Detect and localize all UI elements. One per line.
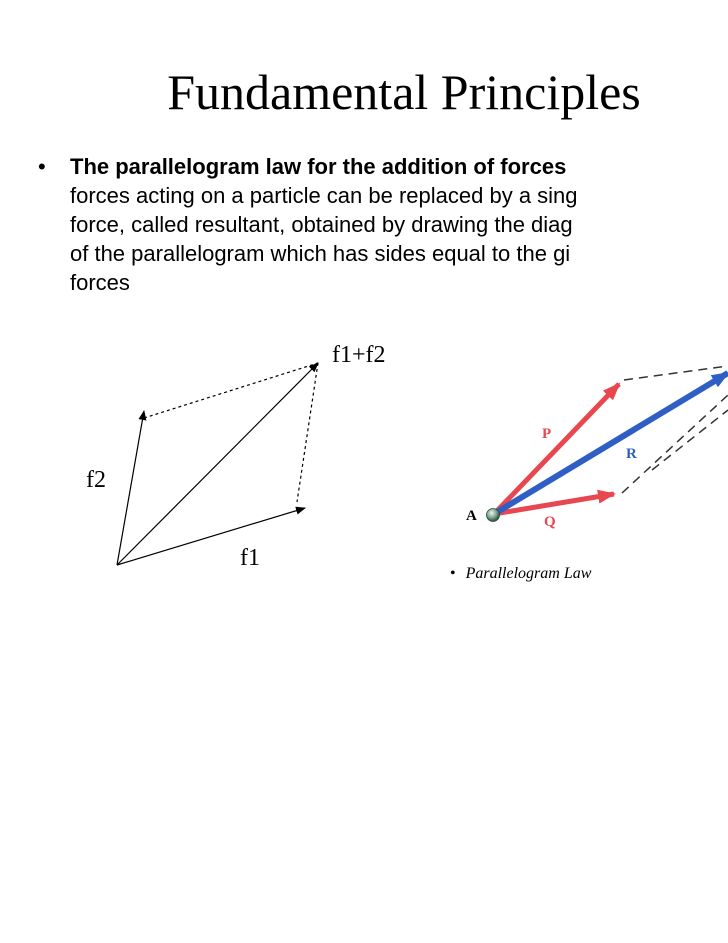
dotted-side-top — [144, 363, 318, 418]
bullet-line-2: forces acting on a particle can be replaced by a sing — [70, 183, 578, 208]
f1-label: f1 — [240, 545, 260, 571]
bullet-bold-heading: The parallelogram law for the addition of forces — [70, 154, 567, 179]
force-parallelogram-diagram — [117, 363, 318, 565]
bullet-line-5: forces — [70, 270, 130, 295]
vector-r-label: R — [626, 446, 637, 462]
vector-q-label: Q — [544, 514, 556, 530]
slide-title: Fundamental Principles — [167, 64, 641, 120]
bullet-line-3: force, called resultant, obtained by drawing the diag — [70, 212, 573, 237]
dashed-edge-bottom-2 — [652, 410, 728, 470]
caption-bullet: • — [450, 565, 456, 582]
dotted-side-right — [297, 363, 318, 502]
caption-text: Parallelogram Law — [465, 565, 592, 582]
f2-label: f2 — [86, 467, 106, 493]
bullet-line-4: of the parallelogram which has sides equal to the gi — [70, 241, 571, 266]
dashed-edge-top — [624, 366, 728, 380]
vector-p-label: P — [542, 426, 552, 442]
point-a-label: A — [466, 508, 477, 524]
particle-point — [487, 509, 500, 522]
figure-caption — [450, 565, 591, 583]
resultant-label: f1+f2 — [332, 342, 386, 368]
textbook-parallelogram-figure — [487, 366, 728, 522]
dashed-edge-bottom — [622, 395, 728, 493]
bullet-marker: • — [38, 154, 46, 179]
